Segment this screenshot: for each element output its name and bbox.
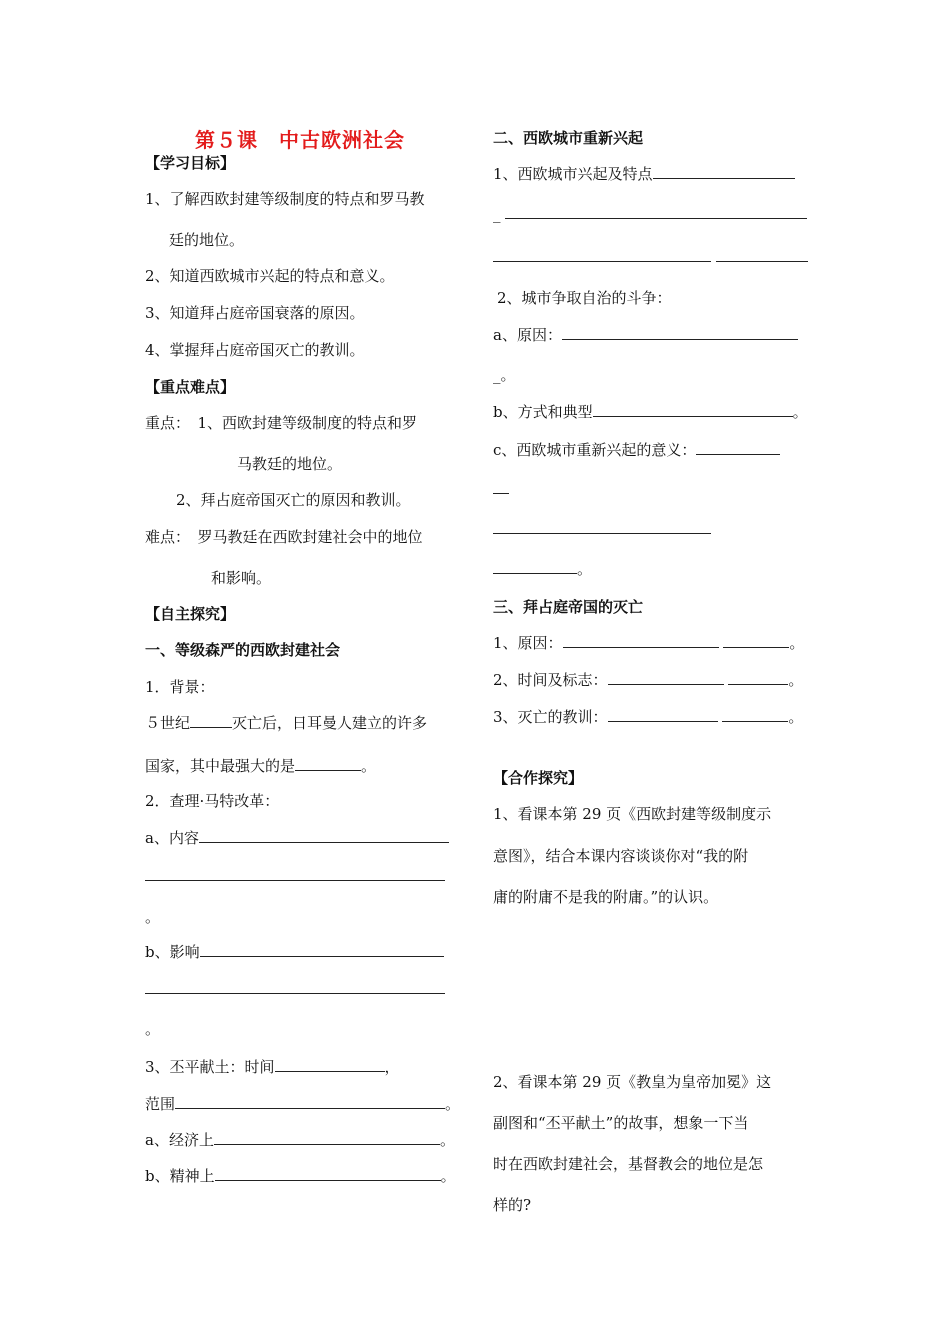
city-rise-line (493, 163, 795, 184)
reform-content-line (145, 827, 449, 848)
blank-city-rise-3[interactable] (493, 247, 711, 262)
blank-fall-lesson-2[interactable] (722, 707, 788, 722)
key-point-2: 2、拜占庭帝国灭亡的原因和教训。 (176, 491, 411, 509)
cause-label: a、原因： (493, 326, 562, 344)
scope-line (145, 1093, 460, 1114)
blank-city-rise-2[interactable] (505, 204, 807, 219)
blank-city-rise-1[interactable] (653, 164, 795, 179)
background-label: 1．背景： (145, 678, 215, 696)
pepin-line (145, 1056, 400, 1077)
difficulty: 难点： 罗马教廷在西欧封建社会中的地位 (145, 528, 423, 546)
blank-fall-time-2[interactable] (728, 670, 788, 685)
blank-spirit[interactable] (215, 1166, 441, 1181)
question-2-line-1: 2、看课本第 29 页《教皇为皇帝加冕》这 (493, 1073, 772, 1091)
autonomy-label: 2、城市争取自治的斗争： (497, 289, 672, 307)
period-mark: 。 (439, 1131, 455, 1149)
question-2-line-2: 副图和“丕平献土”的故事，想象一下当 (493, 1114, 749, 1132)
question-1-line-3: 庸的附庸不是我的附庸。”的认识。 (493, 888, 719, 906)
period-mark: 。 (792, 403, 808, 421)
fall-lesson-line (493, 706, 803, 727)
goal-4: 4、掌握拜占庭帝国灭亡的教训。 (145, 341, 365, 359)
blank-cause[interactable] (562, 325, 798, 340)
key-point-1-cont: 马教廷的地位。 (237, 455, 343, 473)
blank-economy[interactable] (214, 1130, 440, 1145)
blank-reform-content-2[interactable] (145, 866, 445, 881)
period-mark: 。 (577, 560, 593, 578)
blank-meaning-1[interactable] (696, 440, 780, 455)
fall-lesson-label: 3、灭亡的教训： (493, 708, 608, 726)
goal-1: 1、了解西欧封建等级制度的特点和罗马教 (145, 190, 425, 208)
reform-content-end: 。 (145, 908, 161, 926)
city-rise-label: 1、西欧城市兴起及特点 (493, 165, 653, 183)
reform-impact-line (145, 941, 444, 962)
scope-label: 范围 (145, 1095, 176, 1113)
cause-line (493, 324, 798, 345)
reform-impact-end: 。 (145, 1020, 161, 1038)
blank-fall-lesson-1[interactable] (608, 707, 718, 722)
spirit-label: b、精神上 (145, 1167, 215, 1185)
period-mark: 。 (440, 1167, 456, 1185)
blank-fall-cause-1[interactable] (563, 633, 719, 648)
blank-empire[interactable] (190, 713, 232, 728)
background-text-a: ５世纪 (145, 714, 191, 732)
blank-reform-impact-1[interactable] (200, 942, 444, 957)
background-line-2 (145, 755, 376, 776)
goal-3: 3、知道拜占庭帝国衰落的原因。 (145, 304, 365, 322)
period-mark: 。 (788, 671, 804, 689)
question-2-line-4: 样的? (493, 1196, 532, 1214)
period-mark: 。 (445, 1095, 461, 1113)
fall-time-line (493, 669, 803, 690)
reform-content-line-2 (145, 866, 445, 885)
background-line-1 (145, 712, 427, 733)
comma-mark: ， (384, 1058, 400, 1076)
reform-impact-line-2 (145, 979, 445, 998)
meaning-line-4 (493, 558, 592, 579)
background-text-b: 灭亡后，日耳曼人建立的许多 (232, 714, 428, 732)
economy-label: a、经济上 (145, 1131, 214, 1149)
question-1-line-1: 1、看课本第 29 页《西欧封建等级制度示 (493, 805, 772, 823)
blank-reform-content-1[interactable] (199, 828, 449, 843)
goal-2: 2、知道西欧城市兴起的特点和意义。 (145, 267, 395, 285)
reform-impact-label: b、影响 (145, 943, 200, 961)
blank-meaning-4[interactable] (493, 559, 577, 574)
self-study-heading: 【自主探究】 (145, 605, 236, 623)
reform-content-label: a、内容 (145, 829, 199, 847)
page-title: 第５课 中古欧洲社会 (195, 128, 405, 152)
blank-scope[interactable] (175, 1094, 445, 1109)
question-2-line-3: 时在西欧封建社会，基督教会的地位是怎 (493, 1155, 764, 1173)
cause-end: _。 (493, 366, 516, 384)
fall-cause-line (493, 632, 804, 653)
blank-method[interactable] (593, 402, 793, 417)
fall-time-label: 2、时间及标志： (493, 671, 608, 689)
goals-heading: 【学习目标】 (145, 154, 236, 172)
blank-reform-impact-2[interactable] (145, 979, 445, 994)
meaning-label: c、西欧城市重新兴起的意义： (493, 441, 697, 459)
blank-meaning-2[interactable] (493, 479, 509, 494)
background-text-c: 国家，其中最强大的是 (145, 757, 296, 775)
method-label: b、方式和典型 (493, 403, 593, 421)
blank-fall-cause-2[interactable] (723, 633, 789, 648)
section-3-heading: 三、拜占庭帝国的灭亡 (493, 598, 644, 616)
goal-1-cont: 廷的地位。 (169, 231, 245, 249)
key-point-1: 重点： 1、西欧封建等级制度的特点和罗 (145, 414, 418, 432)
difficulty-cont: 和影响。 (211, 569, 272, 587)
city-rise-line-2 (493, 204, 807, 223)
meaning-line-3 (493, 519, 711, 538)
economy-line (145, 1129, 455, 1150)
fall-cause-label: 1、原因： (493, 634, 563, 652)
blank-city-rise-4[interactable] (716, 247, 808, 262)
key-heading: 【重点难点】 (145, 378, 236, 396)
period-mark: 。 (789, 634, 805, 652)
blank-pepin-time[interactable] (275, 1057, 385, 1072)
blank-fall-time-1[interactable] (608, 670, 724, 685)
spirit-line (145, 1165, 456, 1186)
blank-strongest-state[interactable] (295, 756, 361, 771)
section-1-heading: 一、等级森严的西欧封建社会 (145, 641, 341, 659)
city-rise-line-3 (493, 247, 808, 266)
method-line (493, 401, 808, 422)
reform-label: 2．查理·马特改革： (145, 792, 280, 810)
pepin-label: 3、丕平献土：时间 (145, 1058, 275, 1076)
period-mark: 。 (361, 757, 377, 775)
section-2-heading: 二、西欧城市重新兴起 (493, 129, 644, 147)
meaning-line-2 (493, 479, 509, 498)
blank-meaning-3[interactable] (493, 519, 711, 534)
dash-mark: _ (493, 205, 501, 223)
meaning-line (493, 439, 780, 460)
cooperation-heading: 【合作探究】 (493, 769, 584, 787)
period-mark: 。 (788, 708, 804, 726)
question-1-line-2: 意图》，结合本课内容谈谈你对“我的附 (493, 847, 749, 865)
